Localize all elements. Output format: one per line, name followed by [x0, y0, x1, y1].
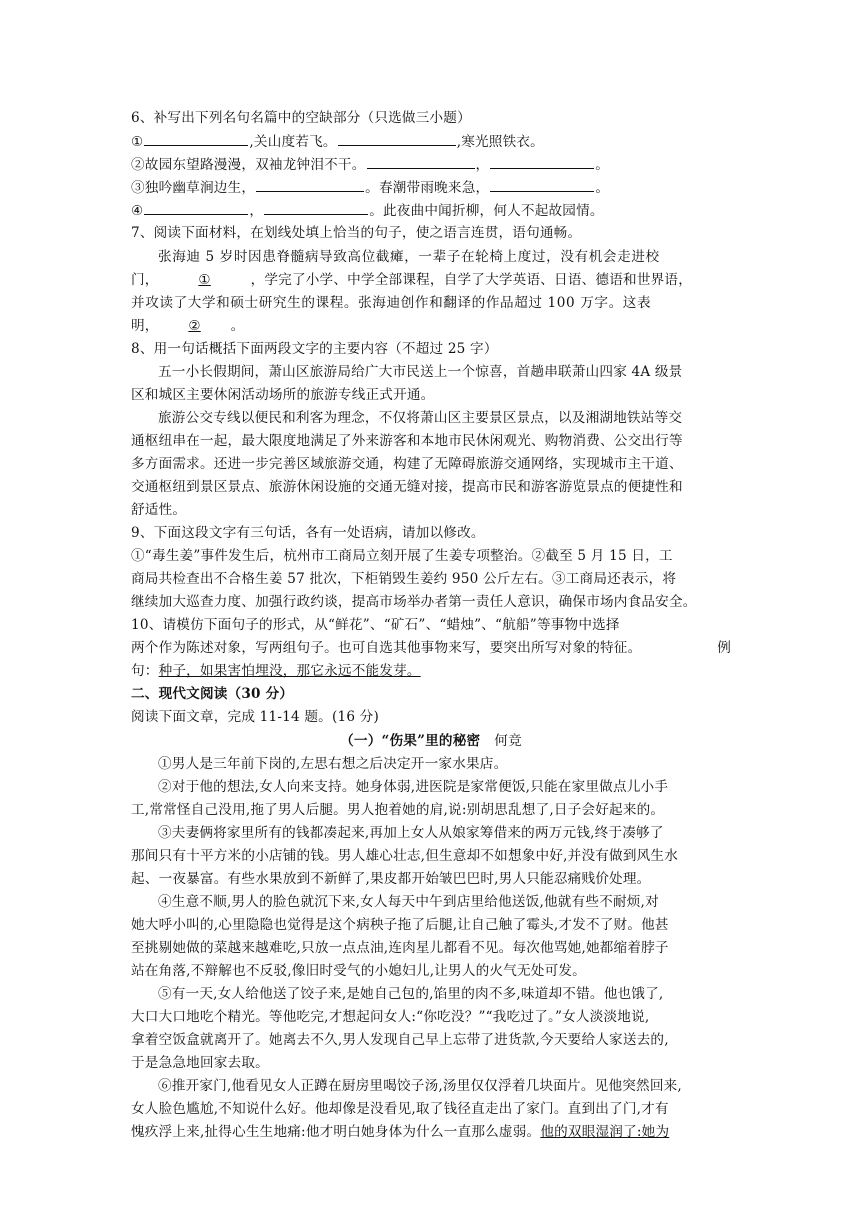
q6-line-3: ③独吟幽草涧边生， 。春潮带雨晚来急， 。 [131, 176, 731, 200]
story-paragraph: 站在角落,不辩解也不反驳,像旧时受气的小媳妇儿,让男人的火气无处可发。 [131, 963, 586, 979]
story-paragraph: 她大呼小叫的,心里隐隐也觉得是这个病秧子拖了后腿,让自己触了霉头,才发不了财。他甚 [131, 917, 669, 933]
answer-blank[interactable] [490, 153, 594, 169]
q10-line-3: 句：种子，如果害怕埋没，那它永远不能发芽。 [131, 663, 421, 679]
q8-para-line: 通枢纽串在一起，最大限度地满足了外来游客和本地市民休闲观光、购物消费、公交出行等 [131, 433, 683, 449]
q8-para-line: 舒适性。 [131, 502, 187, 518]
q8-title: 8、用一句话概括下面两段文字的主要内容（不超过 25 字） [131, 341, 498, 357]
q9-para-line: ①“毒生姜”事件发生后，杭州市工商局立刻开展了生姜专项整治。②截至 5 月 15 日，工 [131, 548, 673, 564]
answer-blank[interactable] [144, 130, 248, 146]
story-paragraph: 愧疚浮上来,扯得心生生地痛:他才明白她身体为什么一直那么虚弱。他的双眼湿润了:她为 [131, 1124, 670, 1140]
story-paragraph: ⑥推开家门,他看见女人正蹲在厨房里喝饺子汤,汤里仅仅浮着几块面片。见他突然回来, [158, 1078, 682, 1094]
answer-blank[interactable] [144, 199, 248, 215]
q8-para-line: 旅游公交专线以便民和利客为理念，不仅将萧山区主要景区景点，以及湘湖地铁站等交 [158, 410, 683, 426]
story-paragraph: 于是急急地回家去取。 [131, 1055, 269, 1071]
story-paragraph: ②对于他的想法,女人向来支持。她身体弱,进医院是家常便饭,只能在家里做点儿小手 [158, 779, 669, 795]
story-paragraph: 女人脸色尴尬,不知说什么好。他却像是没看见,取了钱径直走出了家门。直到出了门,才有 [131, 1101, 669, 1117]
q10-example-label: 例 [717, 640, 731, 656]
q10-line-2: 两个作为陈述对象，写两组句子。也可自选其他事物来写，要突出所写对象的特征。 例 [131, 637, 731, 660]
q7-para-line: 并攻读了大学和硕士研究生的课程。张海迪创作和翻译的作品超过 100 万字。这表 [131, 295, 652, 311]
story-paragraph: 起、一夜暴富。有些水果放到不新鲜了,果皮都开始皱巴巴时,男人只能忍痛贱价处理。 [131, 871, 651, 887]
q6-line-2: ②故园东望路漫漫，双袖龙钟泪不干。 ， 。 [131, 153, 731, 177]
story-paragraph: 至挑剔她做的菜越来越难吃,只放一点点油,连肉星儿都看不见。每次他骂她,她都缩着脖子 [131, 940, 669, 956]
underlined-sentence: 他的双眼湿润了:她为 [540, 1124, 670, 1140]
story-paragraph: ④生意不顺,男人的脸色就沉下来,女人每天中午到店里给他送饭,他就有些不耐烦,对 [158, 894, 659, 910]
q6-title: 6、补写出下列名句名篇中的空缺部分（只选做三小题） [131, 110, 471, 126]
q6-line-4: ④ ， 。此夜曲中闻折柳，何人不起故园情。 [131, 199, 731, 223]
answer-blank[interactable] [256, 176, 364, 192]
q6-line-1: ① ,关山度若飞。 ,寒光照铁衣。 [131, 130, 731, 154]
article-author: 何竞 [494, 733, 522, 749]
q7-para-line: 明， ② 。 [131, 315, 731, 338]
story-paragraph: ③夫妻俩将家里所有的钱都凑起来,再加上女人从娘家筹借来的两万元钱,终于凑够了 [158, 825, 664, 841]
answer-blank-2[interactable]: ② [188, 318, 201, 334]
q10-line-1: 10、请模仿下面句子的形式，从“鲜花”、“矿石”、“蜡烛”、“航船”等事物中选择 [131, 617, 620, 633]
q7-para-line: 门， ① ，学完了小学、中学全部课程，自学了大学英语、日语、德语和世界语， [131, 269, 731, 292]
story-paragraph: 大口大口地吃个精光。等他吃完,才想起问女人:“你吃没？”“我吃过了。”女人淡淡地说, [131, 1009, 650, 1025]
q7-title: 7、阅读下面材料，在划线处填上恰当的句子，使之语言连贯，语句通畅。 [131, 225, 582, 241]
story-paragraph: 那间只有十平方米的小店铺的钱。男人雄心壮志,但生意却不如想象中好,并没有做到风生水 [131, 848, 678, 864]
article-title-line [131, 730, 731, 753]
answer-blank-1[interactable]: ① [198, 272, 211, 288]
article-title: （一）“伤果”里的秘密 [340, 733, 481, 749]
answer-blank[interactable] [264, 199, 368, 215]
q8-para-line: 五一小长假期间，萧山区旅游局给广大市民送上一个惊喜，首趟串联萧山四家 4A 级景 [158, 364, 683, 380]
story-paragraph: ①男人是三年前下岗的,左思右想之后决定开一家水果店。 [158, 756, 508, 772]
q9-title: 9、下面这段文字有三句话，各有一处语病，请加以修改。 [131, 525, 485, 541]
answer-blank[interactable] [490, 176, 594, 192]
section-heading: 二、现代文阅读（30 分） [131, 686, 294, 702]
q9-para-line: 商局共检查出不合格生姜 57 批次，下柜销毁生姜约 950 公斤左右。③工商局还表示，将 [131, 571, 677, 587]
q8-para-line: 交通枢纽到景区景点、旅游休闲设施的交通无缝对接，提高市民和游客游览景点的便捷性和 [131, 479, 683, 495]
q7-para-line: 张海迪 5 岁时因患脊髓病导致高位截瘫，一辈子在轮椅上度过，没有机会走进校 [158, 249, 660, 265]
story-paragraph: 工,常常怪自己没用,拖了男人后腿。男人抱着她的肩,说:别胡思乱想了,日子会好起来的。 [131, 802, 665, 818]
section-intro: 阅读下面文章，完成 11-14 题。(16 分) [131, 709, 379, 725]
q8-para-line: 区和城区主要休闲活动场所的旅游专线正式开通。 [131, 387, 435, 403]
answer-blank[interactable] [367, 153, 475, 169]
q8-para-line: 多方面需求。还进一步完善区域旅游交通，构建了无障碍旅游交通网络，实现城市主干道、 [131, 456, 683, 472]
answer-blank[interactable] [338, 130, 456, 146]
story-paragraph: 拿着空饭盒就离开了。她离去不久,男人发现自己早上忘带了进货款,今天要给人家送去的, [131, 1032, 669, 1048]
example-sentence: 种子，如果害怕埋没，那它永远不能发芽。 [158, 663, 421, 679]
story-paragraph: ⑤有一天,女人给他送了饺子来,是她自己包的,馅里的肉不多,味道却不错。他也饿了, [158, 986, 664, 1002]
q9-para-line: 继续加大巡查力度、加强行政约谈，提高市场举办者第一责任人意识，确保市场内食品安全。 [131, 594, 697, 610]
